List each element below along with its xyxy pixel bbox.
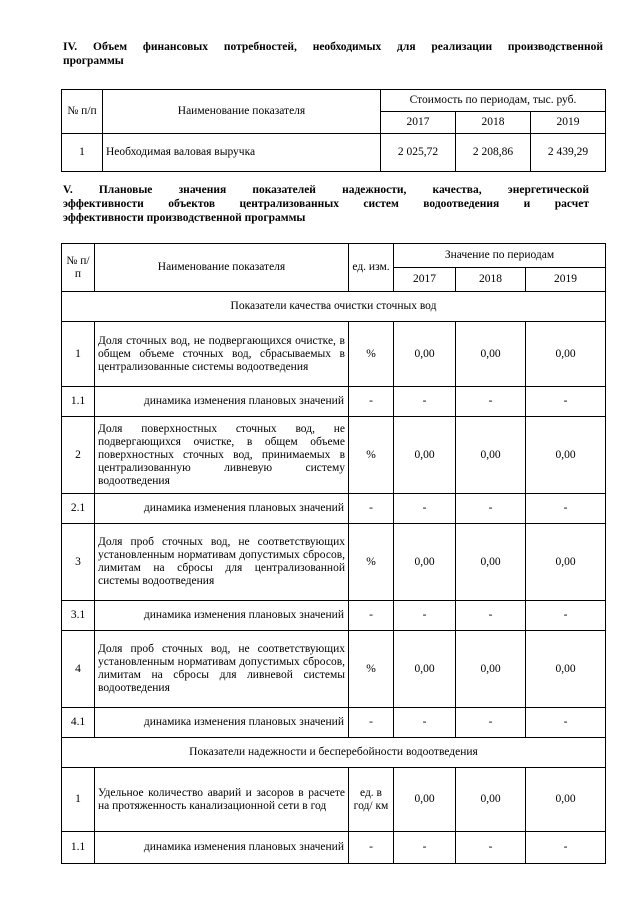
row-value: - (526, 832, 606, 864)
row-value: 2 025,72 (381, 134, 456, 172)
row-num: 2.1 (62, 494, 95, 524)
heading-line: V. Плановые значения показателей надежности, качества, энергетической (63, 184, 589, 196)
row-num: 1 (62, 768, 95, 832)
row-value: 0,00 (394, 768, 456, 832)
col-header-year: 2018 (456, 112, 531, 134)
row-num: 1.1 (62, 387, 95, 417)
row-name: динамика изменения плановых значений (95, 708, 349, 738)
row-unit: - (349, 832, 394, 864)
col-header-year: 2017 (381, 112, 456, 134)
row-value: - (526, 494, 606, 524)
row-num: 1.1 (62, 832, 95, 864)
col-header-unit: ед. изм. (349, 244, 394, 292)
row-unit: - (349, 708, 394, 738)
row-value: 0,00 (394, 417, 456, 494)
row-num: 4 (62, 631, 95, 708)
row-num: 3.1 (62, 601, 95, 631)
table-row (62, 768, 606, 832)
table-row (62, 494, 606, 524)
row-value: 2 208,86 (456, 134, 531, 172)
col-header-year: 2019 (526, 268, 606, 292)
row-name: Доля поверхностных сточных вод, не подвергающихся очистке, в общем объеме поверхностных сточных вод, принимаемых в централизованную ливневую систему водоотведения (95, 417, 349, 494)
group-title: Показатели качества очистки сточных вод (62, 292, 606, 322)
row-unit: ед. в год/ км (349, 768, 394, 832)
row-value: 0,00 (394, 631, 456, 708)
row-value: 0,00 (456, 768, 526, 832)
table-row (62, 524, 606, 601)
indicators-table (61, 243, 606, 864)
row-unit: % (349, 322, 394, 387)
row-name: динамика изменения плановых значений (95, 832, 349, 864)
row-name: Доля сточных вод, не подвергающихся очистке, в общем объеме сточных вод, сбрасываемых в централизованные системы водоотведения (95, 322, 349, 387)
row-name: динамика изменения плановых значений (95, 601, 349, 631)
table-row (62, 631, 606, 708)
row-num: 1 (62, 134, 103, 172)
group-title: Показатели надежности и бесперебойности водоотведения (62, 738, 606, 768)
row-value: - (526, 387, 606, 417)
table-row (62, 832, 606, 864)
table-row (62, 417, 606, 494)
col-header-num: № п/п (62, 90, 103, 134)
heading-line: эффективности объектов централизованных систем водоотведения и расчет (63, 198, 589, 210)
row-value: - (456, 387, 526, 417)
row-unit: % (349, 631, 394, 708)
col-header-name: Наименование показателя (95, 244, 349, 292)
row-value: 0,00 (394, 322, 456, 387)
row-value: 0,00 (526, 768, 606, 832)
row-name: Необходимая валовая выручка (103, 134, 381, 172)
table-row (62, 134, 606, 172)
heading-line: программы (63, 55, 124, 67)
heading-line: IV. Объем финансовых потребностей, необходимых для реализации производственной (63, 41, 603, 53)
row-name: Удельное количество аварий и засоров в расчете на протяженность канализационной сети в год (95, 768, 349, 832)
row-value: - (394, 832, 456, 864)
row-value: - (526, 601, 606, 631)
row-value: - (456, 601, 526, 631)
row-value: - (456, 832, 526, 864)
table-row (62, 708, 606, 738)
row-value: - (394, 708, 456, 738)
row-num: 4.1 (62, 708, 95, 738)
row-num: 2 (62, 417, 95, 494)
row-name: Доля проб сточных вод, не соответствующих установленным нормативам допустимых сбросов, лимитам на сбросы для ливневой системы водоотведения (95, 631, 349, 708)
col-header-year: 2019 (531, 112, 606, 134)
row-value: - (394, 494, 456, 524)
row-value: 0,00 (456, 417, 526, 494)
row-num: 3 (62, 524, 95, 601)
col-header-period-group: Значение по периодам (394, 244, 606, 268)
row-name: динамика изменения плановых значений (95, 494, 349, 524)
table-row (62, 387, 606, 417)
row-unit: - (349, 601, 394, 631)
row-value: 2 439,29 (531, 134, 606, 172)
col-header-num: № п/п (62, 244, 95, 292)
table-row (62, 601, 606, 631)
row-value: - (526, 708, 606, 738)
row-value: 0,00 (526, 524, 606, 601)
col-header-year: 2017 (394, 268, 456, 292)
row-value: - (456, 708, 526, 738)
heading-line: эффективности производственной программы (63, 212, 306, 224)
row-value: 0,00 (394, 524, 456, 601)
row-value: - (394, 601, 456, 631)
section-4-heading (63, 40, 603, 68)
row-value: 0,00 (526, 631, 606, 708)
financial-needs-table (61, 89, 606, 172)
row-value: 0,00 (526, 417, 606, 494)
row-name: Доля проб сточных вод, не соответствующих установленным нормативам допустимых сбросов, лимитам на сбросы для централизованной системы водоотведения (95, 524, 349, 601)
row-value: 0,00 (456, 631, 526, 708)
row-value: - (394, 387, 456, 417)
row-unit: % (349, 417, 394, 494)
row-value: - (456, 494, 526, 524)
col-header-cost-group: Стоимость по периодам, тыс. руб. (381, 90, 606, 112)
section-5-heading (63, 183, 589, 225)
row-value: 0,00 (526, 322, 606, 387)
row-name: динамика изменения плановых значений (95, 387, 349, 417)
row-unit: - (349, 387, 394, 417)
row-num: 1 (62, 322, 95, 387)
row-unit: % (349, 524, 394, 601)
col-header-year: 2018 (456, 268, 526, 292)
row-value: 0,00 (456, 524, 526, 601)
row-unit: - (349, 494, 394, 524)
table-row (62, 322, 606, 387)
row-value: 0,00 (456, 322, 526, 387)
col-header-name: Наименование показателя (103, 90, 381, 134)
